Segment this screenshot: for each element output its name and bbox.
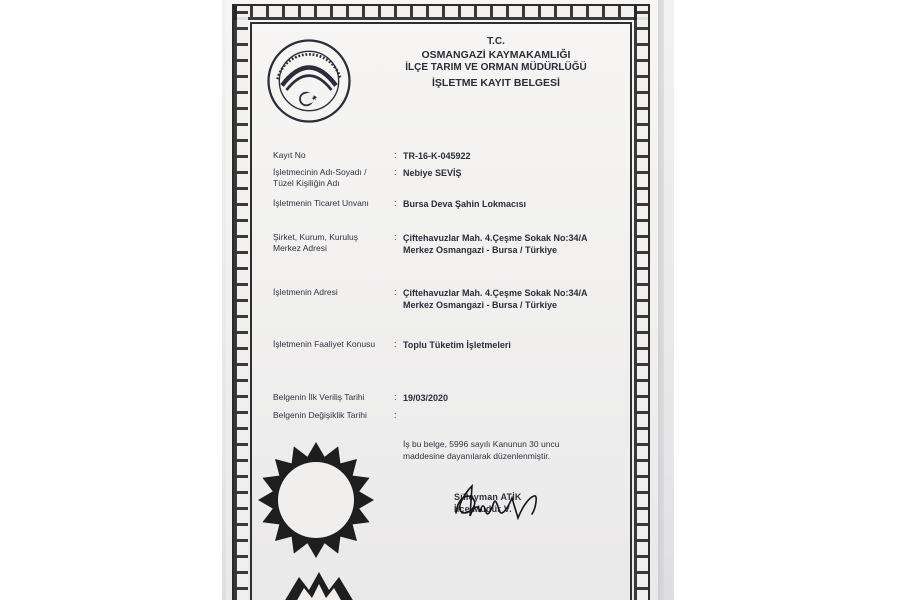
page-edge-shadow bbox=[658, 0, 664, 600]
field-colon: : bbox=[394, 339, 397, 349]
legal-note: İş bu belge, 5996 sayılı Kanunun 30 uncu maddesine dayanılarak düzenlenmiştir. bbox=[403, 439, 560, 461]
field-value-merkez-adresi: Çiftehavuzlar Mah. 4.Çeşme Sokak No:34/A Merkez Osmangazi - Bursa / Türkiye bbox=[403, 233, 588, 255]
field-value-ticaret-unvani: Bursa Deva Şahin Lokmacısı bbox=[403, 199, 527, 209]
header-kaymakamlik: OSMANGAZİ KAYMAKAMLIĞI bbox=[421, 49, 571, 61]
field-label-isletmeci: İşletmecinin Adı-Soyadı / Tüzel Kişiliğin Adı bbox=[273, 167, 367, 188]
field-colon: : bbox=[394, 198, 397, 208]
field-value-ilk-verilis-tarihi: 19/03/2020 bbox=[403, 393, 449, 403]
partial-star-icon bbox=[284, 572, 354, 600]
greek-key-border-left bbox=[234, 6, 248, 600]
field-colon: : bbox=[394, 392, 397, 402]
header-mudurluk: İLÇE TARIM VE ORMAN MÜDÜRLÜĞÜ bbox=[405, 62, 587, 73]
greek-key-border-top bbox=[234, 6, 648, 20]
field-colon: : bbox=[394, 167, 397, 177]
field-value-faaliyet-konusu: Toplu Tüketim İşletmeleri bbox=[403, 340, 511, 350]
field-label-isletme-adresi: İşletmenin Adresi bbox=[273, 287, 338, 297]
ministry-seal-icon bbox=[264, 36, 354, 126]
field-value-kayit-no: TR-16-K-045922 bbox=[403, 151, 471, 161]
field-label-degisiklik-tarihi: Belgenin Değişiklik Tarihi bbox=[273, 410, 367, 420]
field-value-isletmeci: Nebiye SEVİŞ bbox=[403, 168, 462, 178]
field-label-ilk-verilis-tarihi: Belgenin İlk Veriliş Tarihi bbox=[273, 392, 365, 402]
field-colon: : bbox=[394, 232, 397, 242]
document-title: İŞLETME KAYIT BELGESİ bbox=[432, 77, 560, 89]
certificate-paper bbox=[226, 0, 664, 600]
field-value-isletme-adresi: Çiftehavuzlar Mah. 4.Çeşme Sokak No:34/A Merkez Osmangazi - Bursa / Türkiye bbox=[403, 288, 588, 310]
greek-key-border-right bbox=[634, 6, 648, 600]
field-label-ticaret-unvani: İşletmenin Ticaret Unvanı bbox=[273, 198, 369, 208]
field-label-merkez-adresi: Şirket, Kurum, Kuruluş Merkez Adresi bbox=[273, 232, 359, 253]
handwritten-signature-icon bbox=[448, 478, 558, 528]
field-colon: : bbox=[394, 410, 397, 420]
signatory-title: İlçe Müdür V. bbox=[454, 504, 512, 514]
signatory-name: Süleyman ATİK bbox=[454, 492, 522, 502]
field-label-faaliyet-konusu: İşletmenin Faaliyet Konusu bbox=[273, 339, 376, 349]
header-tc: T.C. bbox=[487, 36, 505, 47]
starburst-seal-icon bbox=[256, 440, 376, 560]
field-label-kayit-no: Kayıt No bbox=[273, 150, 306, 160]
field-colon: : bbox=[394, 150, 397, 160]
field-colon: : bbox=[394, 287, 397, 297]
